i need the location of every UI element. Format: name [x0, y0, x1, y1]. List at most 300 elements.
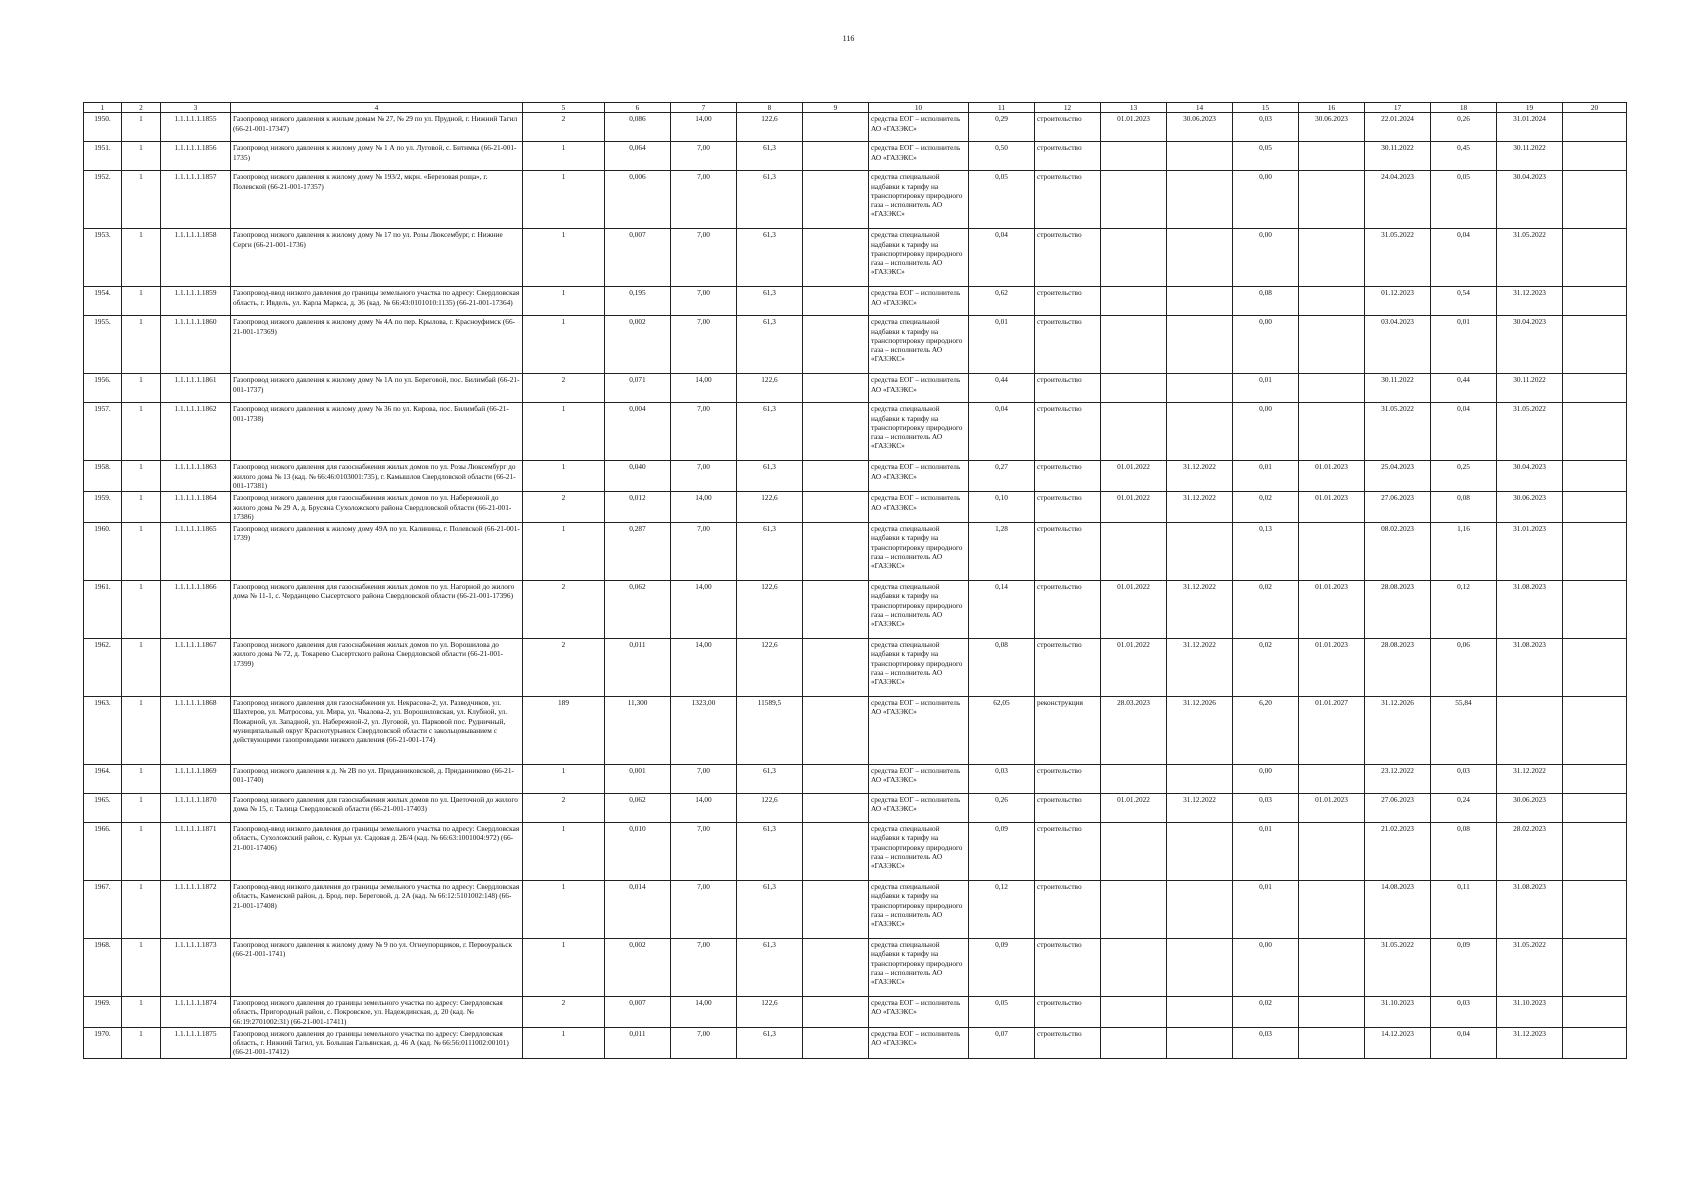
cell-project-code: 1.1.1.1.1.1861	[161, 374, 231, 403]
cell-col-20	[1563, 939, 1627, 997]
cell-length-km: 0,007	[605, 997, 671, 1028]
cell-project-code: 1.1.1.1.1.1874	[161, 997, 231, 1028]
cell-row-number: 1959.	[84, 492, 122, 523]
column-number-17: 17	[1365, 103, 1431, 113]
cell-col-20	[1563, 113, 1627, 142]
cell-end-date	[1167, 523, 1233, 581]
cell-financing-source: средства специальной надбавки к тарифу на транспортировку природного газа – исполнитель АО «ГАЗЭКС»	[869, 823, 969, 881]
cell-col-15: 0,01	[1233, 461, 1299, 492]
cell-cost-remaining: 0,44	[1431, 374, 1497, 403]
cell-col-16	[1299, 316, 1365, 374]
cell-financing-source: средства ЕОГ – исполнитель АО «ГАЗЭКС»	[869, 374, 969, 403]
cell-col-9	[803, 881, 869, 939]
cell-diameter: 14,00	[671, 113, 737, 142]
cell-project-name: Газопровод низкого давления для газоснабжения жилых домов по ул. Цветочной до жилого дома № 15, г. Талица Свердловской области (66-21-001-17403)	[231, 794, 523, 823]
column-number-12: 12	[1035, 103, 1101, 113]
cell-start-date	[1101, 881, 1167, 939]
cell-col-9	[803, 374, 869, 403]
cell-row-number: 1970.	[84, 1027, 122, 1058]
cell-financing-source: средства ЕОГ – исполнитель АО «ГАЗЭКС»	[869, 287, 969, 316]
cell-commissioning-date: 01.12.2023	[1365, 287, 1431, 316]
cell-col-16	[1299, 523, 1365, 581]
cell-cost-remaining: 0,08	[1431, 823, 1497, 881]
cell-end-date: 31.12.2022	[1167, 794, 1233, 823]
cell-project-name: Газопровод-ввод низкого давления до границы земельного участка по адресу: Свердловская область, Сухоложский район, с. Курьи ул. Садовая д. 2Б/4 (кад. № 66:63:1001004:972) (66-21-001-17406)	[231, 823, 523, 881]
cell-diameter: 14,00	[671, 581, 737, 639]
cell-cost-remaining: 0,04	[1431, 403, 1497, 461]
cell-end-date: 31.12.2022	[1167, 581, 1233, 639]
cell-capacity: 122,6	[737, 997, 803, 1028]
cell-diameter: 7,00	[671, 523, 737, 581]
cell-commissioning-date: 08.02.2023	[1365, 523, 1431, 581]
cell-col-15: 6,20	[1233, 697, 1299, 765]
cell-completion-date: 31.12.2023	[1497, 1027, 1563, 1058]
cell-length-km: 0,062	[605, 794, 671, 823]
cell-project-code: 1.1.1.1.1.1855	[161, 113, 231, 142]
cell-work-type: строительство	[1035, 881, 1101, 939]
cell-col-2: 1	[122, 881, 161, 939]
cell-work-type: строительство	[1035, 316, 1101, 374]
cell-col-2: 1	[122, 794, 161, 823]
cell-row-number: 1958.	[84, 461, 122, 492]
table-row	[84, 1027, 1627, 1058]
cell-project-name: Газопровод низкого давления к жилому дому № 17 по ул. Розы Люксембург, г. Нижние Серги (66-21-001-1736)	[231, 229, 523, 287]
cell-col-5: 1	[523, 142, 605, 171]
cell-commissioning-date: 03.04.2023	[1365, 316, 1431, 374]
cell-col-16: 01.01.2023	[1299, 461, 1365, 492]
cell-project-name: Газопровод низкого давления к жилым домам № 27, № 29 по ул. Прудной, г. Нижний Тагил (66-21-001-17347)	[231, 113, 523, 142]
cell-length-km: 0,011	[605, 639, 671, 697]
cell-row-number: 1962.	[84, 639, 122, 697]
cell-col-15: 0,00	[1233, 403, 1299, 461]
cell-col-5: 1	[523, 461, 605, 492]
cell-end-date	[1167, 823, 1233, 881]
cell-project-code: 1.1.1.1.1.1858	[161, 229, 231, 287]
cell-col-2: 1	[122, 639, 161, 697]
cell-col-5: 1	[523, 823, 605, 881]
cell-length-km: 0,064	[605, 142, 671, 171]
cell-commissioning-date: 14.12.2023	[1365, 1027, 1431, 1058]
cell-row-number: 1960.	[84, 523, 122, 581]
cell-col-15: 0,03	[1233, 1027, 1299, 1058]
cell-col-16: 01.01.2023	[1299, 492, 1365, 523]
cell-commissioning-date: 31.05.2022	[1365, 939, 1431, 997]
cell-end-date	[1167, 403, 1233, 461]
cell-col-20	[1563, 581, 1627, 639]
cell-work-type: строительство	[1035, 581, 1101, 639]
page-number: 116	[842, 34, 855, 43]
cell-col-2: 1	[122, 823, 161, 881]
cell-financing-source: средства ЕОГ – исполнитель АО «ГАЗЭКС»	[869, 765, 969, 794]
cell-completion-date: 31.01.2023	[1497, 523, 1563, 581]
cell-cost-total: 0,62	[969, 287, 1035, 316]
column-number-11: 11	[969, 103, 1035, 113]
cell-col-9	[803, 697, 869, 765]
column-number-8: 8	[737, 103, 803, 113]
column-number-4: 4	[231, 103, 523, 113]
cell-completion-date	[1497, 697, 1563, 765]
cell-start-date: 28.03.2023	[1101, 697, 1167, 765]
cell-col-20	[1563, 997, 1627, 1028]
cell-cost-remaining: 0,04	[1431, 1027, 1497, 1058]
cell-commissioning-date: 30.11.2022	[1365, 142, 1431, 171]
cell-col-16	[1299, 823, 1365, 881]
cell-project-code: 1.1.1.1.1.1867	[161, 639, 231, 697]
cell-cost-remaining: 0,09	[1431, 939, 1497, 997]
cell-col-2: 1	[122, 171, 161, 229]
cell-diameter: 7,00	[671, 881, 737, 939]
cell-end-date	[1167, 939, 1233, 997]
table-row	[84, 765, 1627, 794]
cell-cost-remaining: 0,06	[1431, 639, 1497, 697]
cell-col-9	[803, 287, 869, 316]
column-number-15: 15	[1233, 103, 1299, 113]
cell-work-type: строительство	[1035, 492, 1101, 523]
cell-col-15: 0,08	[1233, 287, 1299, 316]
cell-financing-source: средства специальной надбавки к тарифу на транспортировку природного газа – исполнитель АО «ГАЗЭКС»	[869, 939, 969, 997]
table-row	[84, 316, 1627, 374]
cell-project-name: Газопровод низкого давления к жилому дому № 193/2, мкрн. «Березовая роща», г. Полевской (66-21-001-17357)	[231, 171, 523, 229]
cell-col-5: 2	[523, 997, 605, 1028]
cell-start-date	[1101, 823, 1167, 881]
cell-financing-source: средства ЕОГ – исполнитель АО «ГАЗЭКС»	[869, 492, 969, 523]
cell-completion-date: 31.08.2023	[1497, 881, 1563, 939]
cell-col-9	[803, 142, 869, 171]
cell-col-20	[1563, 374, 1627, 403]
cell-capacity: 122,6	[737, 639, 803, 697]
column-number-18: 18	[1431, 103, 1497, 113]
cell-col-16	[1299, 403, 1365, 461]
cell-cost-total: 0,09	[969, 939, 1035, 997]
cell-cost-remaining: 0,12	[1431, 581, 1497, 639]
cell-col-15: 0,02	[1233, 492, 1299, 523]
cell-cost-remaining: 0,03	[1431, 765, 1497, 794]
cell-cost-total: 0,12	[969, 881, 1035, 939]
cell-cost-total: 1,28	[969, 523, 1035, 581]
column-number-13: 13	[1101, 103, 1167, 113]
cell-row-number: 1952.	[84, 171, 122, 229]
cell-col-15: 0,02	[1233, 997, 1299, 1028]
cell-start-date: 01.01.2022	[1101, 794, 1167, 823]
cell-financing-source: средства специальной надбавки к тарифу на транспортировку природного газа – исполнитель АО «ГАЗЭКС»	[869, 316, 969, 374]
cell-row-number: 1966.	[84, 823, 122, 881]
cell-row-number: 1957.	[84, 403, 122, 461]
cell-col-5: 1	[523, 229, 605, 287]
cell-end-date	[1167, 881, 1233, 939]
cell-col-20	[1563, 1027, 1627, 1058]
cell-col-20	[1563, 403, 1627, 461]
cell-col-2: 1	[122, 142, 161, 171]
cell-row-number: 1951.	[84, 142, 122, 171]
cell-col-2: 1	[122, 461, 161, 492]
cell-project-code: 1.1.1.1.1.1862	[161, 403, 231, 461]
cell-completion-date: 30.04.2023	[1497, 461, 1563, 492]
cell-end-date	[1167, 316, 1233, 374]
table-row	[84, 492, 1627, 523]
table-row	[84, 523, 1627, 581]
cell-cost-remaining: 1,16	[1431, 523, 1497, 581]
cell-project-name: Газопровод-ввод низкого давления до границы земельного участка по адресу: Свердловская область, Каменский район, д. Брод, пер. Береговой, д. 2А (кад. № 66:12:5101002:148) (66-21-001-17408)	[231, 881, 523, 939]
cell-financing-source: средства ЕОГ – исполнитель АО «ГАЗЭКС»	[869, 1027, 969, 1058]
cell-work-type: строительство	[1035, 939, 1101, 997]
cell-financing-source: средства ЕОГ – исполнитель АО «ГАЗЭКС»	[869, 697, 969, 765]
cell-project-name: Газопровод низкого давления для газоснабжения жилых домов по ул. Нагорной до жилого дома № 11-1, с. Черданцево Сысертского района Свердловской области (66-21-001-17396)	[231, 581, 523, 639]
cell-col-9	[803, 939, 869, 997]
cell-work-type: строительство	[1035, 287, 1101, 316]
cell-col-20	[1563, 794, 1627, 823]
cell-col-2: 1	[122, 997, 161, 1028]
cell-project-code: 1.1.1.1.1.1871	[161, 823, 231, 881]
cell-work-type: реконструкция	[1035, 697, 1101, 765]
cell-work-type: строительство	[1035, 794, 1101, 823]
cell-work-type: строительство	[1035, 374, 1101, 403]
cell-col-15: 0,00	[1233, 229, 1299, 287]
cell-col-15: 0,03	[1233, 794, 1299, 823]
cell-work-type: строительство	[1035, 523, 1101, 581]
cell-capacity: 61,3	[737, 316, 803, 374]
table-row	[84, 142, 1627, 171]
cell-cost-remaining: 0,26	[1431, 113, 1497, 142]
cell-col-16: 01.01.2023	[1299, 794, 1365, 823]
cell-cost-remaining: 0,45	[1431, 142, 1497, 171]
cell-cost-total: 0,29	[969, 113, 1035, 142]
cell-col-9	[803, 523, 869, 581]
cell-cost-total: 0,44	[969, 374, 1035, 403]
cell-cost-remaining: 0,05	[1431, 171, 1497, 229]
cell-commissioning-date: 28.08.2023	[1365, 639, 1431, 697]
cell-completion-date: 31.05.2022	[1497, 229, 1563, 287]
cell-length-km: 0,006	[605, 171, 671, 229]
cell-diameter: 7,00	[671, 403, 737, 461]
cell-row-number: 1969.	[84, 997, 122, 1028]
cell-end-date	[1167, 765, 1233, 794]
cell-project-code: 1.1.1.1.1.1866	[161, 581, 231, 639]
cell-cost-total: 0,08	[969, 639, 1035, 697]
cell-col-16	[1299, 287, 1365, 316]
cell-row-number: 1964.	[84, 765, 122, 794]
cell-end-date	[1167, 374, 1233, 403]
cell-col-16	[1299, 939, 1365, 997]
cell-project-code: 1.1.1.1.1.1865	[161, 523, 231, 581]
cell-cost-remaining: 0,11	[1431, 881, 1497, 939]
cell-col-2: 1	[122, 765, 161, 794]
cell-capacity: 61,3	[737, 403, 803, 461]
cell-start-date	[1101, 765, 1167, 794]
cell-col-9	[803, 171, 869, 229]
cell-project-code: 1.1.1.1.1.1863	[161, 461, 231, 492]
cell-col-20	[1563, 697, 1627, 765]
cell-project-name: Газопровод низкого давления к д. № 2В по ул. Приданниковской, д. Приданниково (66-21-001-1740)	[231, 765, 523, 794]
cell-length-km: 0,062	[605, 581, 671, 639]
cell-start-date: 01.01.2022	[1101, 492, 1167, 523]
table-row	[84, 794, 1627, 823]
table-row	[84, 229, 1627, 287]
cell-financing-source: средства специальной надбавки к тарифу на транспортировку природного газа – исполнитель АО «ГАЗЭКС»	[869, 171, 969, 229]
cell-col-20	[1563, 523, 1627, 581]
cell-length-km: 0,004	[605, 403, 671, 461]
cell-start-date	[1101, 142, 1167, 171]
cell-col-5: 1	[523, 939, 605, 997]
cell-capacity: 122,6	[737, 374, 803, 403]
cell-capacity: 61,3	[737, 881, 803, 939]
cell-project-name: Газопровод низкого давления для газоснабжения жилых домов по ул. Набережной до жилого дома № 29 А, д. Брусяна Сухоложского района Свердловской области (66-21-001-17386)	[231, 492, 523, 523]
cell-capacity: 61,3	[737, 765, 803, 794]
cell-project-name: Газопровод низкого давления к жилому дому № 1А по ул. Береговой, пос. Билимбай (66-21-001-1737)	[231, 374, 523, 403]
cell-capacity: 61,3	[737, 287, 803, 316]
cell-col-9	[803, 997, 869, 1028]
cell-length-km: 0,001	[605, 765, 671, 794]
cell-cost-remaining: 55,84	[1431, 697, 1497, 765]
cell-project-name: Газопровод низкого давления для газоснабжения жилых домов по ул. Ворошилова до жилого дома № 72, д. Токарево Сысертского района Свердловской области (66-21-001-17399)	[231, 639, 523, 697]
cell-col-20	[1563, 229, 1627, 287]
table-row	[84, 697, 1627, 765]
cell-start-date: 01.01.2022	[1101, 581, 1167, 639]
cell-col-20	[1563, 639, 1627, 697]
cell-diameter: 7,00	[671, 1027, 737, 1058]
table-row	[84, 374, 1627, 403]
cell-length-km: 0,287	[605, 523, 671, 581]
cell-project-code: 1.1.1.1.1.1873	[161, 939, 231, 997]
cell-col-5: 2	[523, 492, 605, 523]
cell-col-16	[1299, 765, 1365, 794]
cell-completion-date: 31.08.2023	[1497, 639, 1563, 697]
cell-cost-total: 0,04	[969, 229, 1035, 287]
cell-cost-total: 0,27	[969, 461, 1035, 492]
cell-cost-remaining: 0,04	[1431, 229, 1497, 287]
cell-completion-date: 31.01.2024	[1497, 113, 1563, 142]
cell-col-16: 01.01.2027	[1299, 697, 1365, 765]
cell-capacity: 61,3	[737, 229, 803, 287]
cell-col-20	[1563, 881, 1627, 939]
cell-col-2: 1	[122, 316, 161, 374]
cell-cost-total: 62,05	[969, 697, 1035, 765]
cell-length-km: 0,014	[605, 881, 671, 939]
cell-col-9	[803, 403, 869, 461]
cell-work-type: строительство	[1035, 639, 1101, 697]
table-row	[84, 939, 1627, 997]
cell-col-5: 1	[523, 765, 605, 794]
cell-capacity: 61,3	[737, 142, 803, 171]
cell-financing-source: средства специальной надбавки к тарифу на транспортировку природного газа – исполнитель АО «ГАЗЭКС»	[869, 229, 969, 287]
cell-start-date	[1101, 523, 1167, 581]
cell-start-date	[1101, 374, 1167, 403]
cell-col-5: 1	[523, 171, 605, 229]
cell-col-16	[1299, 142, 1365, 171]
cell-capacity: 61,3	[737, 523, 803, 581]
cell-commissioning-date: 31.05.2022	[1365, 229, 1431, 287]
cell-col-2: 1	[122, 581, 161, 639]
column-number-9: 9	[803, 103, 869, 113]
cell-cost-remaining: 0,08	[1431, 492, 1497, 523]
cell-completion-date: 31.12.2023	[1497, 287, 1563, 316]
cell-col-2: 1	[122, 523, 161, 581]
cell-completion-date: 30.04.2023	[1497, 171, 1563, 229]
cell-col-9	[803, 794, 869, 823]
cell-end-date	[1167, 997, 1233, 1028]
cell-work-type: строительство	[1035, 823, 1101, 881]
cell-commissioning-date: 31.05.2022	[1365, 403, 1431, 461]
cell-work-type: строительство	[1035, 461, 1101, 492]
cell-completion-date: 30.04.2023	[1497, 316, 1563, 374]
cell-capacity: 61,3	[737, 171, 803, 229]
cell-start-date	[1101, 229, 1167, 287]
table-row	[84, 461, 1627, 492]
cell-work-type: строительство	[1035, 171, 1101, 229]
cell-capacity: 61,3	[737, 939, 803, 997]
cell-completion-date: 31.10.2023	[1497, 997, 1563, 1028]
cell-completion-date: 31.05.2022	[1497, 403, 1563, 461]
cell-project-name: Газопровод низкого давления к жилому дому № 9 по ул. Огнеупорщиков, г. Первоуральск (66-21-001-1741)	[231, 939, 523, 997]
cell-project-code: 1.1.1.1.1.1857	[161, 171, 231, 229]
cell-completion-date: 30.06.2023	[1497, 794, 1563, 823]
cell-end-date	[1167, 171, 1233, 229]
cell-commissioning-date: 21.02.2023	[1365, 823, 1431, 881]
cell-project-code: 1.1.1.1.1.1856	[161, 142, 231, 171]
cell-financing-source: средства ЕОГ – исполнитель АО «ГАЗЭКС»	[869, 997, 969, 1028]
cell-project-name: Газопровод низкого давления для газоснабжения жилых домов по ул. Розы Люксембург до жилого дома № 13 (кад. № 66:46:0103001:735), г. Камышлов Свердловской области (66-21-001-17381)	[231, 461, 523, 492]
cell-col-20	[1563, 492, 1627, 523]
column-number-10: 10	[869, 103, 969, 113]
cell-row-number: 1954.	[84, 287, 122, 316]
column-number-20: 20	[1563, 103, 1627, 113]
cell-end-date	[1167, 142, 1233, 171]
cell-col-15: 0,03	[1233, 113, 1299, 142]
cell-col-9	[803, 765, 869, 794]
cell-diameter: 7,00	[671, 142, 737, 171]
cell-row-number: 1965.	[84, 794, 122, 823]
cell-col-16	[1299, 1027, 1365, 1058]
cell-project-name: Газопровод низкого давления для газоснабжения ул. Некрасова-2, ул. Разведчиков, ул. Шахтеров, ул. Матросова, ул. Мира, ул. Чкалова-2, ул. Ворошиловская, ул. Клубной, ул. Пожарной, ул. Западной, ул. Набережной-2, ул. Луговой, ул. Парковой пос. Рудничный, муниципальный округ Краснотурьинск Свердловской области с закольцовыванием с действующими газопроводами низкого давления (66-21-001-174)	[231, 697, 523, 765]
cell-start-date: 01.01.2022	[1101, 461, 1167, 492]
table-row	[84, 171, 1627, 229]
column-number-14: 14	[1167, 103, 1233, 113]
cell-col-20	[1563, 287, 1627, 316]
cell-cost-total: 0,03	[969, 765, 1035, 794]
cell-row-number: 1967.	[84, 881, 122, 939]
cell-cost-remaining: 0,01	[1431, 316, 1497, 374]
cell-project-name: Газопровод низкого давления к жилому дому № 4А по пер. Крылова, г. Красноуфимск (66-21-001-17369)	[231, 316, 523, 374]
cell-completion-date: 30.11.2022	[1497, 374, 1563, 403]
cell-commissioning-date: 31.12.2026	[1365, 697, 1431, 765]
cell-start-date: 01.01.2022	[1101, 639, 1167, 697]
cell-row-number: 1953.	[84, 229, 122, 287]
cell-cost-total: 0,07	[969, 1027, 1035, 1058]
cell-start-date	[1101, 287, 1167, 316]
cell-end-date	[1167, 1027, 1233, 1058]
cell-cost-remaining: 0,03	[1431, 997, 1497, 1028]
cell-col-16	[1299, 374, 1365, 403]
cell-col-15: 0,02	[1233, 639, 1299, 697]
cell-diameter: 7,00	[671, 939, 737, 997]
cell-diameter: 7,00	[671, 229, 737, 287]
cell-end-date: 31.12.2022	[1167, 461, 1233, 492]
cell-work-type: строительство	[1035, 403, 1101, 461]
cell-diameter: 7,00	[671, 287, 737, 316]
cell-completion-date: 30.06.2023	[1497, 492, 1563, 523]
column-number-5: 5	[523, 103, 605, 113]
cell-length-km: 0,011	[605, 1027, 671, 1058]
cell-row-number: 1961.	[84, 581, 122, 639]
cell-col-2: 1	[122, 939, 161, 997]
cell-col-2: 1	[122, 113, 161, 142]
cell-col-9	[803, 823, 869, 881]
cell-completion-date: 31.08.2023	[1497, 581, 1563, 639]
cell-end-date	[1167, 229, 1233, 287]
column-number-7: 7	[671, 103, 737, 113]
cell-col-5: 2	[523, 581, 605, 639]
cell-col-2: 1	[122, 697, 161, 765]
cell-project-name: Газопровод низкого давления до границы земельного участка по адресу: Свердловская область, г. Нижний Тагил, ул. Большая Гальянская, д. 46 А (кад. № 66:56:0111002:00101) (66-21-001-17412)	[231, 1027, 523, 1058]
